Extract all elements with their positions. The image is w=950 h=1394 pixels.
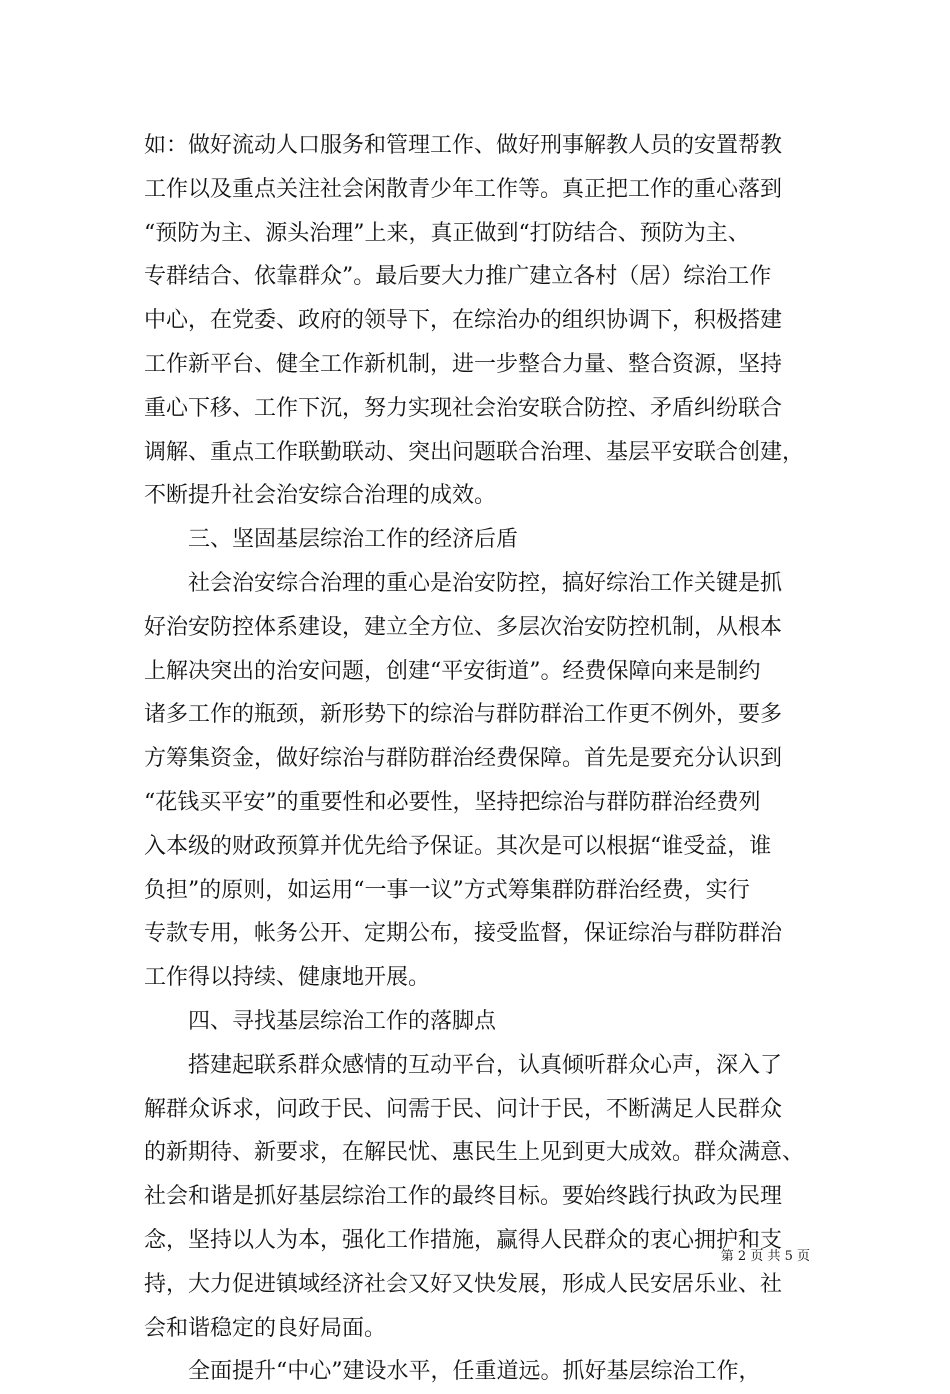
text-line: 诸多工作的瓶颈，新形势下的综治与群防群治工作更不例外，要多 (144, 702, 783, 728)
page-footer: 第 2 页 共 5 页 (720, 1249, 810, 1264)
text-line: 搭建起联系群众感情的互动平台，认真倾听群众心声，深入了 (188, 1052, 783, 1078)
text-line: 不断提升社会治安综合治理的成效。 (144, 483, 497, 509)
text-line: 社会治安综合治理的重心是治安防控，搞好综治工作关键是抓 (188, 570, 783, 596)
text-line: 方筹集资金，做好综治与群防群治经费保障。首先是要充分认识到 (144, 746, 783, 772)
text-line: 入本级的财政预算并优先给予保证。其次是可以根据“谁受益，谁 (144, 833, 772, 859)
text-line: 专款专用，帐务公开、定期公布，接受监督，保证综治与群防群治 (144, 921, 783, 947)
text-line: 会和谐稳定的良好局面。 (144, 1315, 387, 1341)
text-line: 好治安防控体系建设，建立全方位、多层次治安防控机制，从根本 (144, 614, 783, 640)
text-line: 全面提升“中心”建设水平，任重道远。抓好基层综治工作， (188, 1359, 761, 1385)
text-line: 上解决突出的治安问题，创建“平安街道”。经费保障向来是制约 (144, 658, 761, 684)
text-line: 社会和谐是抓好基层综治工作的最终目标。要始终践行执政为民理 (144, 1184, 783, 1210)
text-line: 中心，在党委、政府的领导下，在综治办的组织协调下，积极搭建 (144, 308, 783, 334)
text-line: 工作以及重点关注社会闲散青少年工作等。真正把工作的重心落到 (144, 176, 783, 202)
document-body (144, 124, 808, 1394)
text-line: “预防为主、源头治理”上来，真正做到“打防结合、预防为主、 (144, 220, 750, 246)
text-line: 三、坚固基层综治工作的经济后盾 (188, 527, 519, 553)
text-line: 负担”的原则，如运用“一事一议”方式筹集群防群治经费，实行 (144, 877, 750, 903)
text-line: 专群结合、依靠群众”。最后要大力推广建立各村（居）综治工作 (144, 264, 772, 290)
text-line: 的新期待、新要求，在解民忧、惠民生上见到更大成效。群众满意、 (144, 1140, 805, 1166)
text-line: 重心下移、工作下沉，努力实现社会治安联合防控、矛盾纠纷联合 (144, 395, 783, 421)
text-line: “花钱买平安”的重要性和必要性，坚持把综治与群防群治经费列 (144, 789, 761, 815)
text-line: 四、寻找基层综治工作的落脚点 (188, 1008, 497, 1034)
text-line: 工作得以持续、健康地开展。 (144, 965, 431, 991)
text-line: 工作新平台、健全工作新机制，进一步整合力量、整合资源，坚持 (144, 351, 783, 377)
text-line: 调解、重点工作联勤联动、突出问题联合治理、基层平安联合创建， (144, 439, 805, 465)
text-line: 持，大力促进镇域经济社会又好又快发展，形成人民安居乐业、社 (144, 1271, 783, 1297)
text-line: 念，坚持以人为本，强化工作措施，赢得人民群众的衷心拥护和支 (144, 1227, 783, 1253)
text-line: 如：做好流动人口服务和管理工作、做好刑事解教人员的安置帮教 (144, 133, 783, 158)
text-line: 解群众诉求，问政于民、问需于民、问计于民，不断满足人民群众 (144, 1096, 783, 1122)
